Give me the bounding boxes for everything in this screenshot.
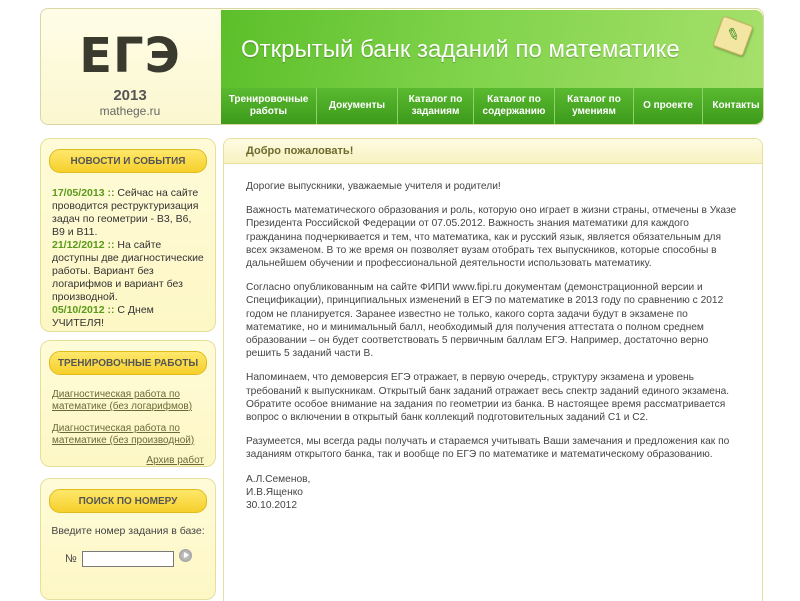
training-title: ТРЕНИРОВОЧНЫЕ РАБОТЫ (49, 351, 207, 375)
search-row (65, 551, 192, 567)
news-separator: :: (107, 187, 115, 199)
training-list (41, 375, 215, 467)
search-title: ПОИСК ПО НОМЕРУ (49, 489, 207, 513)
site-header (40, 8, 764, 125)
paragraph: Согласно опубликованным на сайте ФИПИ www.fipi.ru документам (демонстрационной версии и Спецификации), принципиальных изменений в ЕГЭ по математике в 2013 году по сравнению с 2012 годом не планируется. Заранее известно не только, какого сорта задачи будут в экзамене по математике, но и минимальный балл, необходимый для получения аттестата о полном среднем образовании – он будет соответствовать 5 первичным баллам ЕГЭ. Например, достаточно верно решить 5 заданий части B. (246, 282, 724, 360)
news-title: НОВОСТИ И СОБЫТИЯ (49, 149, 207, 173)
banner (221, 10, 763, 88)
notebook-icon: ✎ (712, 15, 753, 56)
news-separator: :: (107, 239, 115, 251)
news-separator: :: (107, 304, 115, 316)
task-number-input[interactable] (82, 551, 174, 567)
news-text: Сейчас на сайте проводится реструктуризация задач по геометрии - B3, B6, B9 и B11. (52, 187, 199, 238)
logo-site: mathege.ru (99, 104, 161, 118)
search-prompt: Введите номер задания в базе: (51, 525, 205, 537)
main-nav (221, 88, 763, 124)
news-item (52, 187, 205, 239)
paragraph: Напоминаем, что демоверсия ЕГЭ отражает, в первую очередь, структуру экзамена и уровень требований к выпускникам. Открытый банк заданий отражает весь спектр заданий единого экзамена. Обратите особое внимание на задания по геометрии из банка. В настоящее время рассматривается вопрос о включении в открытый банк коллекций подготовительных заданий C1 и C2. (246, 372, 730, 424)
search-go-icon[interactable] (179, 549, 192, 562)
main-content (223, 138, 763, 601)
paragraph: Разумеется, мы всегда рады получать и стараемся учитывать Ваши замечания и предложения как по заданиям открытого банка, так и вообще по ЕГЭ по математике и математическому образованию. (246, 436, 730, 461)
news-text: С Днем УЧИТЕЛЯ! (52, 304, 154, 329)
news-text: На сайте доступны две диагностические работы. Вариант без логарифмов и вариант без производной. (52, 239, 204, 303)
nav-item-3[interactable]: Каталог по заданиям (398, 88, 474, 124)
archive-link[interactable]: Архив работ (146, 455, 204, 466)
number-label: № (65, 553, 77, 565)
news-date: 05/10/2012 (52, 304, 105, 316)
news-list (41, 173, 215, 330)
nav-item-6[interactable]: О проекте (634, 88, 703, 124)
signature-date: 30.10.2012 (246, 500, 297, 512)
nav-item-4[interactable]: Каталог по содержанию (474, 88, 555, 124)
nav-item-5[interactable]: Каталог по умениям (555, 88, 634, 124)
nav-item-7[interactable]: Контакты (712, 100, 760, 111)
article-body (224, 164, 762, 512)
nav-item-1[interactable]: Тренировочные работы (221, 88, 317, 124)
search-box (40, 478, 216, 600)
logo[interactable] (41, 9, 219, 124)
logo-title: ЕГЭ (79, 28, 181, 84)
news-date: 21/12/2012 (52, 239, 105, 251)
page-title: Добро пожаловать! (224, 139, 762, 164)
signature-line: А.Л.Семенов, (246, 473, 311, 485)
logo-year: 2013 (113, 87, 147, 104)
news-date: 17/05/2013 (52, 187, 105, 199)
nav-item-2[interactable]: Документы (317, 88, 398, 124)
news-item (52, 239, 205, 304)
paragraph: Важность математического образования и роль, которую оно играет в жизни страны, отмечены в Указе Президента Российской Федерации от 07.05.2012. Важность знания математики для каждого гражданина подчеркивается и тем, что математика, как и русский язык, является обязательным для всех экзаменом. В то же время он позволяет вузам отобрать тех выпускников, которые способны в дальнейшем обучении и профессиональной деятельности использовать математику. (246, 205, 737, 270)
banner-title: Открытый банк заданий по математике (241, 36, 680, 63)
signature (246, 473, 738, 513)
news-item (52, 304, 205, 330)
signature-line: И.В.Ященко (246, 486, 303, 498)
training-box (40, 340, 216, 467)
training-link-no-logarithms[interactable]: Диагностическая работа по математике (без логарифмов) (52, 389, 193, 412)
paragraph: Дорогие выпускники, уважаемые учителя и родители! (246, 181, 501, 192)
news-box (40, 138, 216, 332)
training-link-no-derivative[interactable]: Диагностическая работа по математике (без производной) (52, 423, 195, 446)
